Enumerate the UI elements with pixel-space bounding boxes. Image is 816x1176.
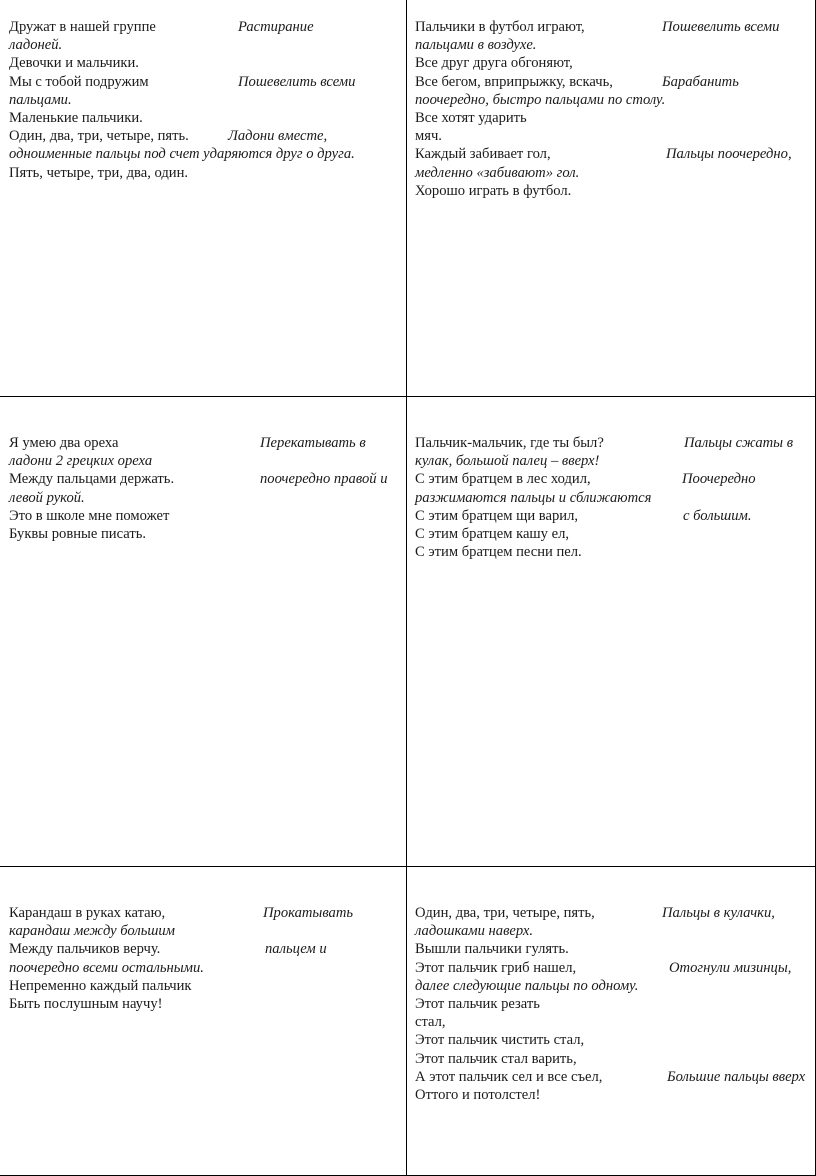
instruction-text: Прокатывать: [263, 905, 354, 921]
instruction-text: Ладони вместе,: [228, 128, 328, 145]
instruction-text: медленно «забивают» гол.: [415, 164, 580, 181]
instruction-text: Барабанить: [662, 73, 739, 90]
instruction-text: поочередно правой и: [260, 471, 388, 488]
verse-text: Каждый забивает гол,: [415, 146, 551, 163]
text-line: [415, 1086, 810, 1104]
verse-text: Этот пальчик стал варить,: [415, 1050, 577, 1067]
text-line: [415, 73, 810, 91]
instruction-text: ладошками наверх.: [415, 923, 534, 940]
instruction-text: ладоней.: [9, 37, 63, 54]
verse-text: Я умею два ореха: [9, 435, 119, 451]
verse-text: Пять, четыре, три, два, один.: [9, 164, 189, 181]
instruction-text: ладони 2 грецких ореха: [9, 453, 153, 470]
verse-text: Пальчик-мальчик, где ты был?: [415, 435, 604, 451]
verse-text: Пальчики в футбол играют,: [415, 19, 585, 35]
cell-friendship-poem: [9, 18, 399, 182]
text-line: [415, 109, 810, 127]
text-line: [415, 1013, 810, 1031]
instruction-text: далее следующие пальцы по одному.: [415, 977, 639, 994]
instruction-text: поочередно, быстро пальцами по столу.: [415, 91, 666, 108]
verse-text: Этот пальчик чистить стал,: [415, 1032, 585, 1049]
column-divider: [406, 0, 407, 1176]
verse-text: Непременно каждый пальчик: [9, 977, 192, 994]
text-line: [9, 18, 399, 36]
instruction-text: Пошевелить всеми: [662, 19, 780, 35]
text-line: [415, 995, 810, 1013]
text-line: [415, 91, 810, 109]
verse-text: Все хотят ударить: [415, 109, 527, 126]
text-line: [415, 182, 810, 200]
verse-text: Один, два, три, четыре, пять.: [9, 128, 189, 145]
instruction-text: Поочередно: [682, 471, 756, 488]
verse-text: Карандаш в руках катаю,: [9, 905, 166, 921]
text-line: [9, 109, 399, 127]
text-line: [9, 940, 399, 958]
text-line: [9, 73, 399, 91]
text-line: [9, 904, 399, 922]
verse-text: Этот пальчик гриб нашел,: [415, 959, 577, 976]
instruction-text: разжимаются пальцы и сближаются: [415, 489, 652, 506]
instruction-text: пальцами.: [9, 91, 72, 108]
text-line: [415, 145, 810, 163]
verse-text: Между пальчиков верчу.: [9, 941, 161, 958]
text-line: [9, 995, 399, 1013]
text-line: [9, 91, 399, 109]
verse-text: стал,: [415, 1014, 446, 1031]
text-line: [415, 940, 810, 958]
instruction-text: поочередно всеми остальными.: [9, 959, 204, 976]
instruction-text: левой рукой.: [9, 489, 85, 506]
instruction-text: карандаш между большим: [9, 923, 175, 940]
row-divider-1: [0, 396, 816, 397]
instruction-text: кулак, большой палец – вверх!: [415, 453, 600, 470]
cell-five-fingers-poem: [415, 904, 810, 1104]
text-line: [9, 164, 399, 182]
verse-text: С этим братцем песни пел.: [415, 544, 582, 561]
cell-pencil-poem: [9, 904, 399, 1013]
text-line: [415, 1031, 810, 1049]
verse-text: мяч.: [415, 128, 442, 145]
text-line: [415, 922, 810, 940]
text-line: [9, 434, 399, 452]
verse-text: Вышли пальчики гулять.: [415, 941, 569, 958]
text-line: [415, 1068, 810, 1086]
verse-text: Быть послушным научу!: [9, 995, 163, 1012]
instruction-text: Отогнули мизинцы,: [669, 959, 792, 976]
text-line: [415, 470, 810, 488]
text-line: [415, 164, 810, 182]
verse-text: Хорошо играть в футбол.: [415, 182, 572, 199]
text-line: [415, 434, 810, 452]
text-line: [415, 18, 810, 36]
verse-text: Это в школе мне поможет: [9, 507, 170, 524]
verse-text: А этот пальчик сел и все съел,: [415, 1068, 603, 1085]
text-line: [9, 959, 399, 977]
instruction-text: пальцами в воздухе.: [415, 37, 537, 54]
text-line: [9, 507, 399, 525]
text-line: [9, 489, 399, 507]
text-line: [415, 525, 810, 543]
verse-text: Оттого и потолстел!: [415, 1086, 541, 1103]
text-line: [415, 127, 810, 145]
instruction-text: с большим.: [683, 507, 752, 524]
verse-text: Буквы ровные писать.: [9, 525, 147, 542]
instruction-text: Пошевелить всеми: [238, 73, 356, 90]
text-line: [415, 489, 810, 507]
instruction-text: Перекатывать в: [260, 435, 366, 451]
text-line: [9, 127, 399, 145]
text-line: [9, 54, 399, 72]
verse-text: Между пальцами держать.: [9, 471, 175, 488]
verse-text: С этим братцем щи варил,: [415, 507, 578, 524]
verse-text: Все бегом, вприпрыжку, вскачь,: [415, 73, 613, 90]
verse-text: Мы с тобой подружим: [9, 73, 149, 90]
instruction-text: Пальцы сжаты в: [684, 435, 794, 451]
cell-finger-boy-poem: [415, 434, 810, 561]
text-line: [9, 36, 399, 54]
text-line: [9, 470, 399, 488]
verse-text: Девочки и мальчики.: [9, 55, 139, 72]
instruction-text: Растирание: [238, 19, 314, 35]
instruction-text: одноименные пальцы под счет ударяются друг о друга.: [9, 146, 355, 163]
text-line: [415, 959, 810, 977]
text-line: [415, 54, 810, 72]
verse-text: Один, два, три, четыре, пять,: [415, 905, 595, 921]
text-line: [415, 1050, 810, 1068]
instruction-text: Большие пальцы вверх: [667, 1068, 806, 1085]
instruction-text: Пальцы в кулачки,: [662, 905, 775, 921]
text-line: [415, 543, 810, 561]
text-line: [415, 904, 810, 922]
verse-text: Дружат в нашей группе: [9, 19, 156, 35]
text-line: [415, 507, 810, 525]
verse-text: Маленькие пальчики.: [9, 109, 143, 126]
text-line: [9, 922, 399, 940]
text-line: [415, 977, 810, 995]
text-line: [9, 525, 399, 543]
verse-text: Все друг друга обгоняют,: [415, 55, 573, 72]
instruction-text: пальцем и: [265, 941, 327, 958]
instruction-text: Пальцы поочередно,: [666, 146, 792, 163]
text-line: [415, 452, 810, 470]
verse-text: С этим братцем кашу ел,: [415, 525, 570, 542]
text-line: [9, 977, 399, 995]
verse-text: Этот пальчик резать: [415, 995, 540, 1012]
text-line: [9, 145, 399, 163]
cell-walnuts-poem: [9, 434, 399, 543]
verse-text: С этим братцем в лес ходил,: [415, 471, 591, 488]
row-divider-2: [0, 866, 816, 867]
cell-football-poem: [415, 18, 810, 200]
text-line: [9, 452, 399, 470]
text-line: [415, 36, 810, 54]
